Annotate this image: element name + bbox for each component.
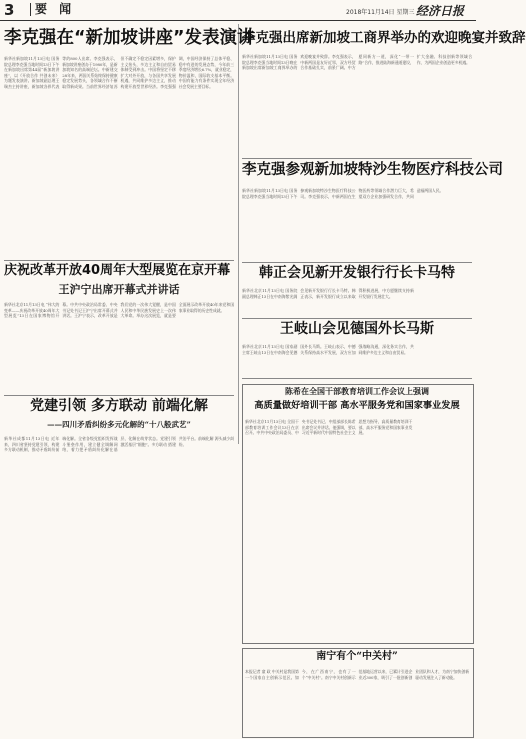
subhead: 王沪宁出席开幕式并讲话 [58,283,180,296]
article-sichuan-mediation [4,399,234,735]
article-body: 新华社新加坡11月13日电 国务院总理李克强当地时间13日下午参观新加坡特沙生物医疗科技公司。李克强表示，中新两国在生物医药等领域合作潜力巨大，希望双方企业加强研发合作，共同造福两国人民。 [242,188,444,199]
issue-date: 2018年11月14日 星期三 [346,9,415,16]
headline: 党建引领 多方联动 前端化解 [30,398,208,414]
article-body: 新华社北京11月13日电 全国干部教育培训工作会议13日在京召开。中共中央政治局委员、中央书记处书记、中组部部长陈希出席会议并讲话。他强调，要以习近平新时代中国特色社会主义思想为指导，高质量教育培训干部，高水平服务党和国家事业发展。 [245,419,413,436]
page-header [0,0,476,21]
article-body: 新华社北京11月13日电 国家副主席王岐山13日在中南海会见德国外长马斯。王岐山表示，中德关系保持高水平发展，双方应加强战略沟通，深化务实合作，共同维护多边主义和自由贸易。 [242,344,414,355]
article-tessa-visit [242,162,503,259]
article-li-keqiang-lecture [4,28,255,258]
headline: 李克强出席新加坡工商界举办的欢迎晚宴并致辞 [242,30,526,46]
kicker: 陈希在全国干部教育培训工作会议上强调 [285,387,429,396]
article-cadre-training [245,388,469,640]
headline: 韩正会见新开发银行行长卡马特 [259,265,455,281]
rule-right-1 [242,158,472,159]
article-body: 新华社北京11月13日电 国务院副总理韩正13日在中南海紫光阁会见新开发银行行长卡马特。韩正表示，新开发银行成立以来取得积极进展，中方愿继续支持新开发银行发展壮大。 [242,288,414,299]
headline: 王岐山会见德国外长马斯 [280,321,434,337]
rule-right-4 [242,378,472,379]
rule-left-1 [4,260,234,261]
subhead: ——四川矛盾纠纷多元化解的“十八般武艺” [47,420,191,429]
headline: 庆祝改革开放40周年大型展览在京开幕 [4,263,231,278]
rule-right-2 [242,262,472,263]
headline: 高质量做好培训干部 高水平服务党和国家事业发展 [254,400,460,411]
section-name: 要 闻 [30,3,75,16]
newspaper-logo: 经济日报 [416,4,465,18]
rule-left-2 [4,395,234,396]
article-body: 新华社北京11月13日电 “伟大的变革——庆祝改革开放40周年大型展览”13日在国家博物馆开幕。中共中央政治局常委、中央书记处书记王沪宁出席开幕式并讲话。王沪宁表示，改革开放是我们党的一次伟大觉醒，是中国人民和中华民族发展史上一次伟大革命。举办这次展览，就是要全面展示改革开放40年来党和国家事业取得的历史性成就。 [4,302,234,319]
headline: 李克强在“新加坡讲座”发表演讲 [4,28,255,48]
article-body: 本报记者 童 政 中关村是我国第一个国家自主创新示范区。如今，在广西南宁，也有了一个“中关村”。南宁中关村创新示范基地运营以来，已累计引进企业近300家，吸引了一批创新创业团队和人才，为南宁加快创新驱动发展注入了新动能。 [245,669,469,680]
headline: 南宁有个“中关村” [316,651,398,662]
article-body: 新华社新加坡11月13日电 国务院总理李克强当地时间13日下午在新加坡出席第44届“新加坡讲座”，以《开放合作 共创未来》为题发表演讲。新加坡副总理王瑞杰主持讲座，新加坡各界代表等约800人出席。李克强表示，新加坡讲座创办于1980年，是新加坡知名的高端论坛。中新建交28年来，两国关系始终保持健康稳定发展势头，各领域合作不断取得新成果。当前世界经济复苏但不确定不稳定因素增多，保护主义抬头，多边主义和自由贸易体制受到冲击。中国将坚定不移扩大对外开放，与各国共享发展机遇，共同维护多边主义，推动构建开放型世界经济。李克强强调，中国经济保持了总体平稳、稳中有进的发展态势，今年前三季度经济增长6.7%，就业稳定，物价温和，国际收支基本平衡。中国有能力有条件实现全年经济社会发展主要目标。 [4,56,234,89]
article-wang-qishan-meeting [242,322,472,376]
headline: 李克强参观新加坡特沙生物医疗科技公司 [242,162,503,178]
page-number: 3 [4,1,15,19]
article-nanning-zhongguancun [245,652,469,734]
article-business-dinner [242,30,526,156]
article-body: 新华社成都11月13日电 近年来，四川省坚持党建引领，构建多方联动机制，推动矛盾纠纷前端化解。全省各级党组织发挥战斗堡垒作用，建立健全调解网络，着力把矛盾纠纷化解在基层、化解在萌芽状态。党建引领 激活基层“细胞”。多方联动 搭建共治平台。前端化解 源头减少纠纷。 [4,436,234,453]
article-body: 新华社新加坡11月13日电 国务院总理李克强当地时间13日晚在新加坡出席新加坡工商界举办的欢迎晚宴并致辞。李克强表示，中新两国是友好近邻，双方经贸合作基础扎实，前景广阔。中方愿同新方一道，深化“一带一路”合作，推进陆海新通道建设，扩大金融、科技创新等领域合作，为两国企业创造更多机遇。 [242,54,472,71]
center-column-rule [238,24,239,444]
article-han-zheng-meeting [242,266,472,316]
rule-right-3 [242,318,472,319]
article-reform-exhibition [4,264,234,392]
